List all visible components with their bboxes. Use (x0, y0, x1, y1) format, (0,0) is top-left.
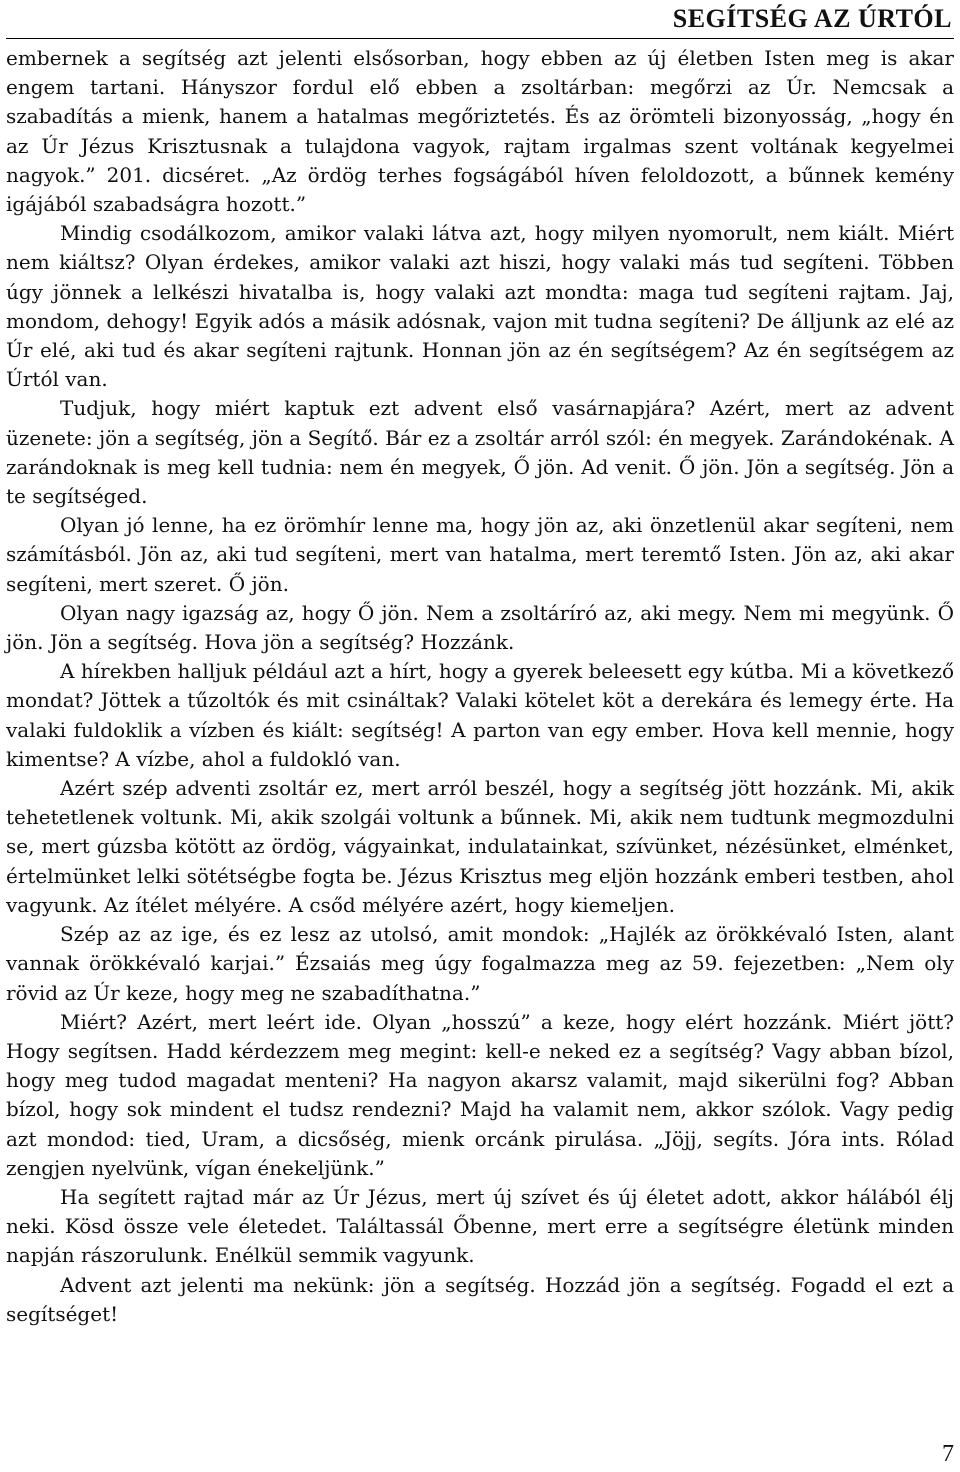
paragraph: Advent azt jelenti ma nekünk: jön a segítség. Hozzád jön a segítség. Fogadd el ezt a segítséget! (6, 1272, 954, 1326)
paragraph: Miért? Azért, mert leért ide. Olyan „hosszú” a keze, hogy elért hozzánk. Miért jött? Hogy segítsen. Hadd kérdezzem meg megint: kell-e neked ez a segítség? Vagy abban bízol, hogy meg tudod magadat menteni? Ha nagyon akarsz valamit, majd sikerülni fog? Abban bízol, hogy sok mindent el tudsz rendezni? Majd ha valamit nem, akkor szólok. Vagy pedig azt mondod: tied, Uram, a dicsőség, mienk orcánk pirulása. „Jöjj, segíts. Jóra ints. Rólad zengjen nyelvünk, vígan énekeljünk.” (6, 1009, 954, 1180)
header-title: SEGÍTSÉG AZ ÚRTÓL (672, 4, 952, 33)
paragraph: Mindig csodálkozom, amikor valaki látva azt, hogy milyen nyomorult, nem kiált. Miért nem kiáltsz? Olyan érdekes, amikor valaki azt hiszi, hogy valaki más tud segíteni. Többen úgy jönnek a lelkészi hivatalba is, hogy valaki azt mondta: maga tud segíteni rajtam. Jaj, mondom, dehogy! Egyik adós a másik adósnak, vajon mit tudna segíteni? De álljunk az elé az Úr elé, aki tud és akar segíteni rajtunk. Honnan jön az én segítségem? Az én segítségem az Úrtól van. (6, 221, 954, 392)
running-header (6, 0, 954, 39)
paragraph: Tudjuk, hogy miért kaptuk ezt advent első vasárnapjára? Azért, mert az advent üzenete: jön a segítség, jön a Segítő. Bár ez a zsoltár arról szól: én megyek. Zarándokénak. A zarándoknak is meg kell tudnia: nem én megyek, Ő jön. Ad venit. Ő jön. Jön a segítség. Jön a te segítséged. (6, 396, 954, 509)
paragraph: embernek a segítség azt jelenti elsősorban, hogy ebben az új életben Isten meg is akar engem tartani. Hányszor fordul elő ebben a zsoltárban: megőrzi az Úr. Nemcsak a szabadítás a mienk, hanem a hatalmas megőriztetés. És az örömteli bizonyosság, „hogy én az Úr Jézus Krisztusnak a tulajdona vagyok, rajtam irgalmas szent voltának kegyelmei nagyok.” 201. dicséret. „Az ördög terhes fogságából híven feloldozott, a bűnnek kemény igájából szabadságra hozott.” (6, 46, 954, 217)
paragraph: Szép az az ige, és ez lesz az utolsó, amit mondok: „Hajlék az örökkévaló Isten, alant vannak örökkévaló karjai.” Ézsaiás meg úgy fogalmazza meg az 59. fejezetben: „Nem oly rövid az Úr keze, hogy meg ne szabadíthatna.” (6, 922, 954, 1005)
paragraph: Ha segített rajtad már az Úr Jézus, mert új szívet és új életet adott, akkor hálából élj neki. Kösd össze vele életedet. Találtassál Őbenne, mert erre a segítségre életünk minden napján rászorulunk. Enélkül semmik vagyunk. (6, 1184, 954, 1268)
paragraph: Azért szép adventi zsoltár ez, mert arról beszél, hogy a segítség jött hozzánk. Mi, akik tehetetlenek voltunk. Mi, akik szolgái voltunk a bűnnek. Mi, akik nem tudtunk megmozdulni se, mert gúzsba kötött az ördög, vágyainkat, indulatainkat, szívünket, nézésünket, elménket, értelmünket lelki sötétségbe fogta be. Jézus Krisztus meg eljön hozzánk emberi testben, ahol vagyunk. Az ítélet mélyére. A csőd mélyére azért, hogy kiemeljen. (6, 776, 954, 917)
body-text (6, 44, 954, 1329)
page-number: 7 (942, 1441, 954, 1467)
paragraph: A hírekben halljuk például azt a hírt, hogy a gyerek beleesett egy kútba. Mi a következő mondat? Jöttek a tűzoltók és mit csináltak? Valaki kötelet köt a derekára és lemegy érte. Ha valaki fuldoklik a vízben és kiált: segítség! A parton van egy ember. Hova kell mennie, hogy kimentse? A vízbe, ahol a fuldokló van. (6, 659, 954, 771)
paragraph: Olyan nagy igazság az, hogy Ő jön. Nem a zsoltáríró az, aki megy. Nem mi megyünk. Ő jön. Jön a segítség. Hova jön a segítség? Hozzánk. (6, 600, 954, 655)
paragraph: Olyan jó lenne, ha ez örömhír lenne ma, hogy jön az, aki önzetlenül akar segíteni, nem számításból. Jön az, aki tud segíteni, mert van hatalma, mert teremtő Isten. Jön az, aki akar segíteni, mert szeret. Ő jön. (6, 513, 954, 596)
